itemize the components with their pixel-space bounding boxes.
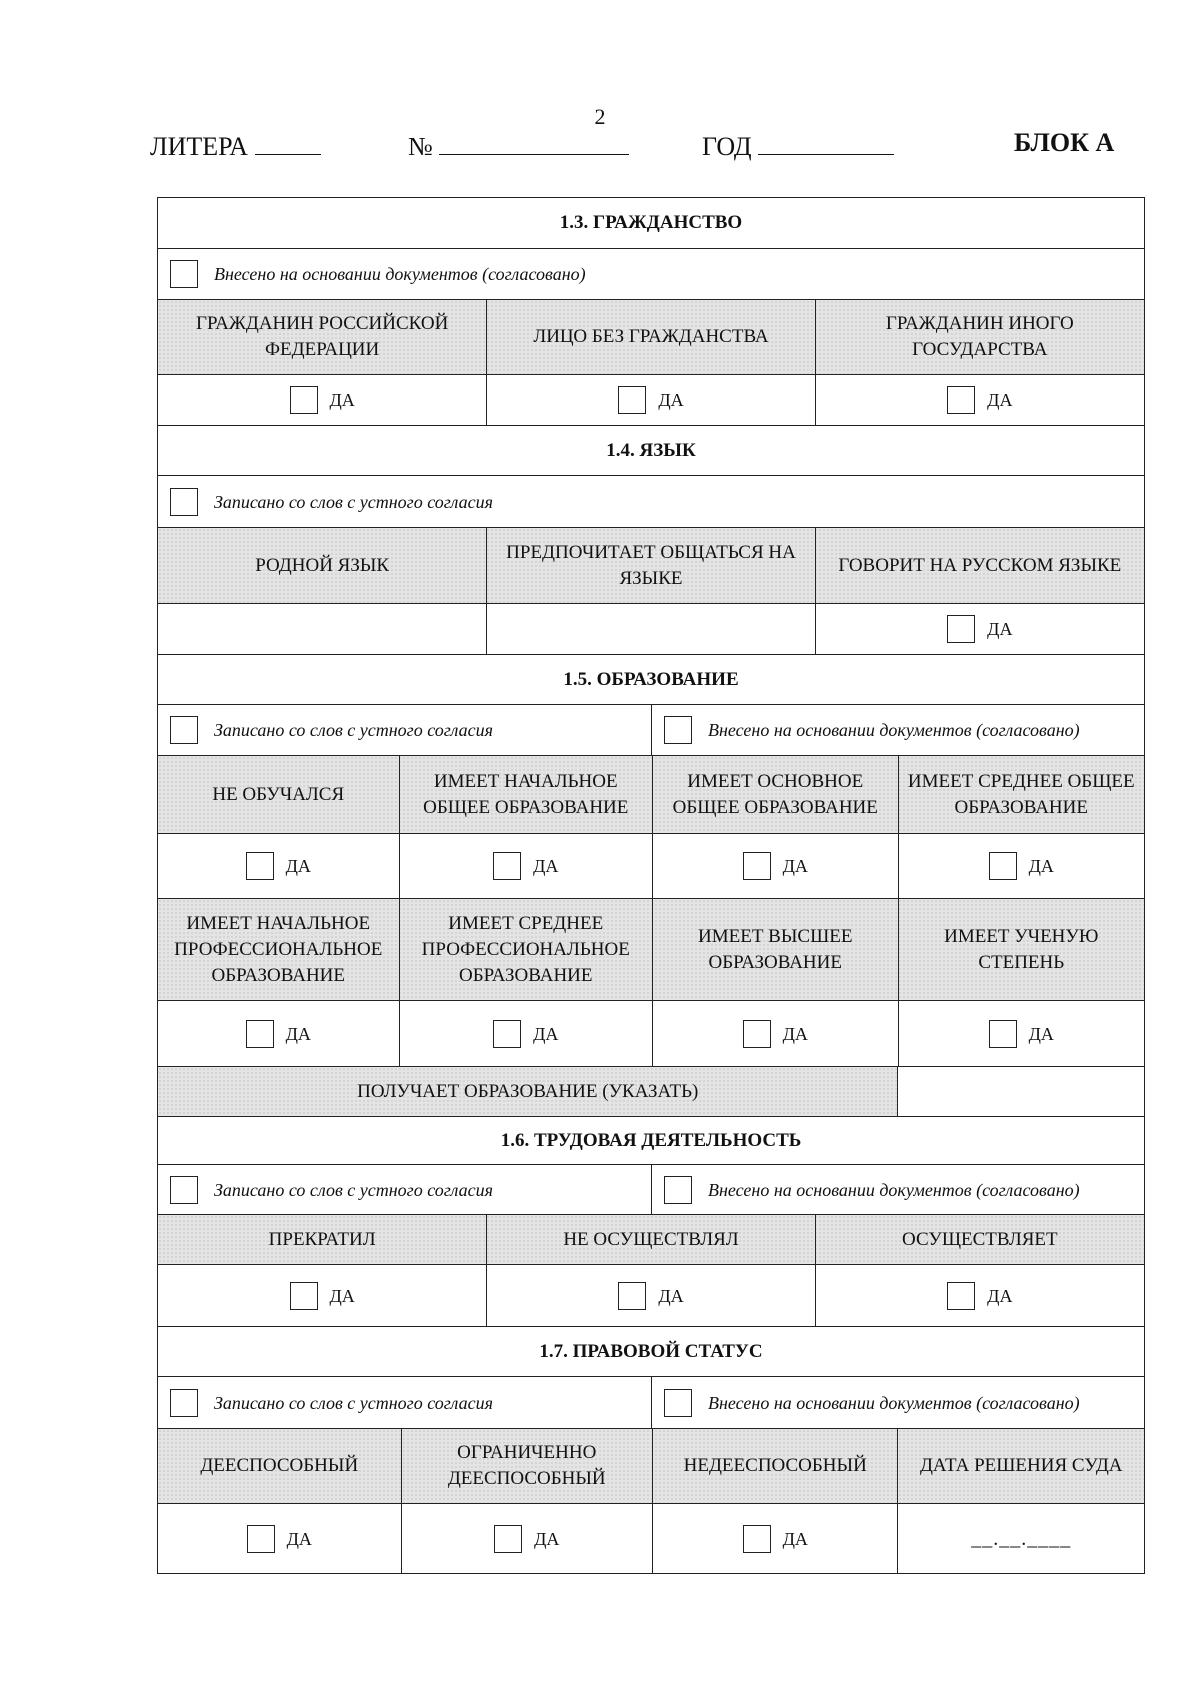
answer-cell [158, 1504, 401, 1573]
option-label: РОДНОЙ ЯЗЫК [255, 554, 390, 576]
yes-label: ДА [987, 619, 1013, 639]
checkbox-yes[interactable] [618, 386, 646, 414]
checkbox-oral[interactable] [170, 1389, 198, 1417]
answers-row [158, 1000, 1144, 1066]
studying-label: ПОЛУЧАЕТ ОБРАЗОВАНИЕ (УКАЗАТЬ) [158, 1067, 897, 1116]
litera-label: ЛИТЕРА [150, 132, 249, 161]
number-input[interactable] [439, 134, 629, 155]
answer-cell [158, 1001, 399, 1066]
option-label: ИМЕЕТ ОСНОВНОЕ ОБЩЕЕ ОБРАЗОВАНИЕ [652, 756, 898, 833]
note-row [158, 1376, 1144, 1428]
answer-cell [815, 375, 1144, 425]
option-label: ГОВОРИТ НА РУССКОМ ЯЗЫКЕ [815, 528, 1144, 603]
checkbox-yes[interactable] [989, 1020, 1017, 1048]
checkbox-yes[interactable] [290, 386, 318, 414]
answer-cell [399, 1001, 652, 1066]
year-input[interactable] [758, 134, 894, 155]
section-title-row [158, 198, 1144, 248]
answer-cell [486, 375, 814, 425]
note-docs [651, 705, 1144, 755]
checkbox-yes[interactable] [493, 1020, 521, 1048]
yes-label: ДА [533, 1023, 559, 1044]
option-label: ИМЕЕТ УЧЕНУЮ СТЕПЕНЬ [898, 899, 1145, 1000]
studying-row [158, 1066, 1144, 1116]
yes-label: ДА [329, 390, 355, 410]
checkbox-docs[interactable] [664, 1389, 692, 1417]
yes-label: ДА [987, 1285, 1013, 1306]
page-number: 2 [594, 104, 606, 129]
court-date-input[interactable] [897, 1504, 1144, 1573]
note-text: Внесено на основании документов (согласовано) [708, 1179, 1080, 1200]
note-row [158, 704, 1144, 755]
option-label: ДЕЕСПОСОБНЫЙ [200, 1455, 359, 1476]
yes-label: ДА [782, 1023, 808, 1044]
options-row [158, 898, 1144, 1000]
yes-label: ДА [285, 1023, 311, 1044]
options-row [158, 1214, 1144, 1264]
answers-row [158, 1503, 1144, 1573]
checkbox-yes[interactable] [246, 852, 274, 880]
note-row [158, 475, 1144, 527]
native-language-input[interactable] [158, 604, 486, 654]
checkbox-yes[interactable] [618, 1282, 646, 1310]
yes-label: ДА [329, 1285, 355, 1306]
answer-cell [898, 834, 1145, 898]
note-text: Записано со слов с устного согласия [214, 1392, 493, 1413]
note-docs [651, 1165, 1144, 1214]
checkbox-yes[interactable] [494, 1525, 522, 1553]
checkbox-yes[interactable] [743, 1525, 771, 1553]
yes-label: ДА [286, 1528, 312, 1549]
yes-label: ДА [987, 390, 1013, 410]
section-title-row [158, 1116, 1144, 1164]
yes-label: ДА [1028, 856, 1054, 876]
answer-cell [158, 1265, 486, 1326]
section-title-education: 1.5. ОБРАЗОВАНИЕ [563, 668, 739, 690]
note-text: Внесено на основании документов (согласовано) [708, 720, 1080, 740]
options-row [158, 527, 1144, 603]
options-row [158, 1428, 1144, 1503]
note-oral [158, 476, 1144, 527]
option-label: ИМЕЕТ СРЕДНЕЕ ПРОФЕССИОНАЛЬНОЕ ОБРАЗОВАНИЕ [399, 899, 652, 1000]
note-oral [158, 705, 651, 755]
year-field [702, 132, 894, 162]
court-date-placeholder: __.__.____ [971, 1527, 1072, 1550]
checkbox-yes[interactable] [947, 1282, 975, 1310]
litera-field [150, 132, 321, 162]
answers-row [158, 1264, 1144, 1326]
note-text: Внесено на основании документов (согласовано) [708, 1392, 1080, 1413]
options-row [158, 755, 1144, 833]
number-label: № [408, 132, 433, 161]
note-text: Записано со слов с устного согласия [214, 491, 493, 512]
note-text: Записано со слов с устного согласия [214, 1179, 493, 1200]
checkbox-yes[interactable] [743, 1020, 771, 1048]
answer-cell [486, 1265, 814, 1326]
number-field [408, 132, 629, 162]
answers-row [158, 833, 1144, 898]
answer-cell [652, 834, 898, 898]
options-row [158, 299, 1144, 374]
option-label: ПРЕДПОЧИТАЕТ ОБЩАТЬСЯ НА ЯЗЫКЕ [486, 528, 814, 603]
answer-cell [815, 604, 1144, 654]
section-title-row [158, 425, 1144, 475]
studying-input[interactable] [897, 1067, 1144, 1116]
litera-input[interactable] [255, 134, 321, 155]
note-text: Записано со слов с устного согласия [214, 720, 493, 740]
option-label: ИМЕЕТ НАЧАЛЬНОЕ ПРОФЕССИОНАЛЬНОЕ ОБРАЗОВАНИЕ [174, 912, 383, 986]
checkbox-oral[interactable] [170, 716, 198, 744]
checkbox-docs[interactable] [664, 1176, 692, 1204]
preferred-language-input[interactable] [486, 604, 814, 654]
section-title-language: 1.4. ЯЗЫК [606, 439, 696, 461]
block-label: БЛОК А [1014, 128, 1115, 157]
note-docs [651, 1377, 1144, 1428]
yes-label: ДА [782, 856, 808, 876]
checkbox-docs[interactable] [170, 260, 198, 288]
answer-cell [401, 1504, 652, 1573]
answers-row [158, 603, 1144, 654]
answer-cell [652, 1001, 898, 1066]
checkbox-yes[interactable] [743, 852, 771, 880]
answer-cell [652, 1504, 898, 1573]
section-title-citizenship: 1.3. ГРАЖДАНСТВО [559, 212, 743, 233]
section-title-employment: 1.6. ТРУДОВАЯ ДЕЯТЕЛЬНОСТЬ [500, 1129, 802, 1151]
option-label: ОСУЩЕСТВЛЯЕТ [815, 1215, 1144, 1264]
yes-label: ДА [285, 856, 311, 876]
option-label: ИМЕЕТ ВЫСШЕЕ ОБРАЗОВАНИЕ [652, 899, 898, 1000]
option-label: ГРАЖДАНИН РОССИЙСКОЙ ФЕДЕРАЦИИ [196, 313, 449, 360]
checkbox-yes[interactable] [247, 1525, 275, 1553]
section-title-legal-status: 1.7. ПРАВОВОЙ СТАТУС [539, 1340, 763, 1362]
checkbox-yes[interactable] [989, 852, 1017, 880]
checkbox-oral[interactable] [170, 1176, 198, 1204]
answer-cell [898, 1001, 1145, 1066]
note-text: Внесено на основании документов (согласовано) [214, 264, 586, 284]
option-label: ГРАЖДАНИН ИНОГО ГОСУДАРСТВА [815, 300, 1144, 374]
option-label: ИМЕЕТ НАЧАЛЬНОЕ ОБЩЕЕ ОБРАЗОВАНИЕ [399, 756, 652, 833]
answer-cell [815, 1265, 1144, 1326]
answer-cell [399, 834, 652, 898]
note-docs [158, 249, 1144, 299]
yes-label: ДА [782, 1528, 808, 1549]
yes-label: ДА [1028, 1023, 1054, 1044]
answer-cell [158, 375, 486, 425]
note-oral [158, 1377, 651, 1428]
option-label: НЕ ОСУЩЕСТВЛЯЛ [486, 1215, 814, 1264]
note-oral [158, 1165, 651, 1214]
yes-label: ДА [658, 1285, 684, 1306]
yes-label: ДА [533, 856, 559, 876]
answer-cell [158, 834, 399, 898]
option-label: ПРЕКРАТИЛ [268, 1228, 376, 1250]
checkbox-yes[interactable] [290, 1282, 318, 1310]
yes-label: ДА [534, 1528, 560, 1549]
option-label: НЕДЕЕСПОСОБНЫЙ [652, 1429, 898, 1503]
checkbox-oral[interactable] [170, 488, 198, 516]
checkbox-yes[interactable] [947, 615, 975, 643]
option-label: НЕ ОБУЧАЛСЯ [212, 783, 345, 805]
option-label: ИМЕЕТ СРЕДНЕЕ ОБЩЕЕ ОБРАЗОВАНИЕ [898, 756, 1145, 833]
checkbox-yes[interactable] [246, 1020, 274, 1048]
section-title-row [158, 1326, 1144, 1376]
option-label: ОГРАНИЧЕННО ДЕЕСПОСОБНЫЙ [401, 1429, 652, 1503]
note-row [158, 248, 1144, 299]
yes-label: ДА [658, 390, 684, 410]
answers-row [158, 374, 1144, 425]
note-row [158, 1164, 1144, 1214]
section-title-row [158, 654, 1144, 704]
checkbox-yes[interactable] [493, 852, 521, 880]
checkbox-yes[interactable] [947, 386, 975, 414]
option-label: ДАТА РЕШЕНИЯ СУДА [897, 1429, 1144, 1503]
form-table [157, 197, 1145, 1574]
option-label: ЛИЦО БЕЗ ГРАЖДАНСТВА [486, 300, 814, 374]
checkbox-docs[interactable] [664, 716, 692, 744]
year-label: ГОД [702, 132, 752, 161]
